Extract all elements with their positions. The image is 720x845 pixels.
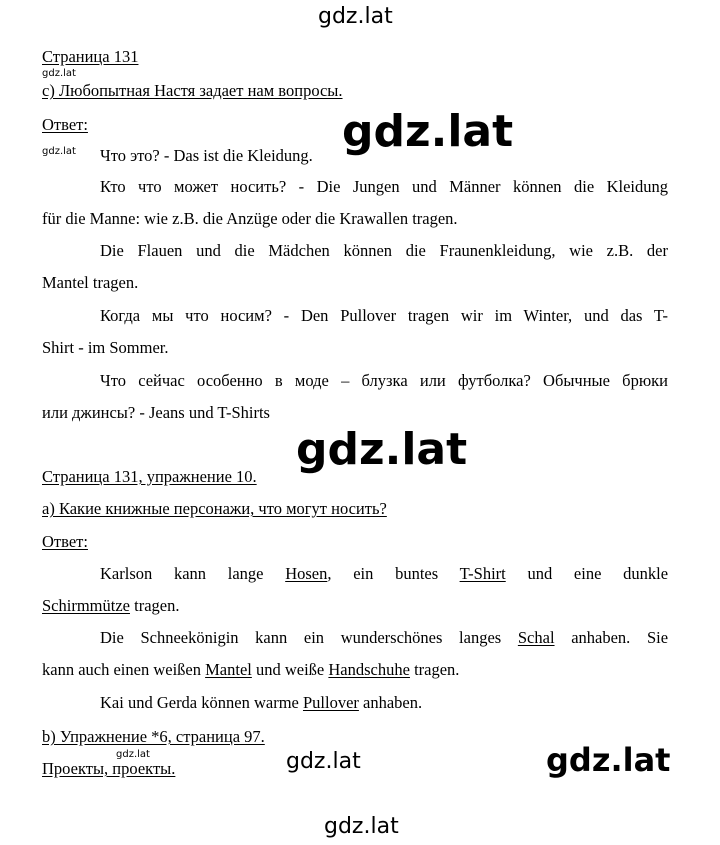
schneekoenigin-line-2: kann auch einen weißen Mantel und weiße Handschuhe tragen. xyxy=(42,660,460,679)
watermark-bottom: gdz.lat xyxy=(324,814,399,839)
section-heading: Страница 131, упражнение 10. xyxy=(42,467,257,486)
paragraph-5-line-2: или джинсы? - Jeans und T-Shirts xyxy=(42,403,270,422)
answer-label: Ответ: xyxy=(42,532,88,551)
answer-label: Ответ: xyxy=(42,115,88,134)
karlson-line-2: Schirmmütze tragen. xyxy=(42,596,180,615)
karlson-line-1: Karlson kann lange Hosen, ein buntes T-Shirt und eine dunkle xyxy=(100,564,669,583)
task-b: b) Упражнение *6, страница 97. xyxy=(42,727,265,746)
word-tshirt: T-Shirt xyxy=(459,564,506,583)
projects-heading: Проекты, проекты. xyxy=(42,759,176,778)
paragraph-4-line-2: Shirt - im Sommer. xyxy=(42,338,169,357)
page-heading: Страница 131 xyxy=(42,47,139,66)
word-mantel: Mantel xyxy=(205,660,252,679)
kai-gerda-line: Kai und Gerda können warme Pullover anhaben. xyxy=(100,693,423,712)
paragraph-5-line-1: Что сейчас особенно в моде – блузка или футболка? Обычные брюки xyxy=(100,371,668,390)
paragraph-4-line-1: Когда мы что носим? - Den Pullover tragen wir im Winter, und das T- xyxy=(100,306,668,325)
word-hosen: Hosen xyxy=(285,564,328,583)
schneekoenigin-line-1: Die Schneekönigin kann ein wunderschönes langes Schal anhaben. Sie xyxy=(100,628,669,647)
task-c: с) Любопытная Настя задает нам вопросы. xyxy=(42,81,343,100)
word-schal: Schal xyxy=(517,628,555,647)
watermark-bottom-mid: gdz.lat xyxy=(286,749,361,774)
paragraph-3-line-1: Die Flauen und die Mädchen können die Fraunenkleidung, wie z.B. der xyxy=(100,241,668,260)
word-handschuhe: Handschuhe xyxy=(328,660,410,679)
watermark-top: gdz.lat xyxy=(318,4,393,29)
paragraph-3-line-2: Mantel tragen. xyxy=(42,273,139,292)
paragraph-2-line-1: Кто что может носить? - Die Jungen und Männer können die Kleidung xyxy=(100,177,668,196)
watermark-tiny: gdz.lat xyxy=(42,68,76,79)
watermark-tiny: gdz.lat xyxy=(42,146,76,157)
watermark-tiny: gdz.lat xyxy=(116,749,150,760)
watermark-bottom-right: gdz.lat xyxy=(546,741,671,779)
word-pullover: Pullover xyxy=(302,693,359,712)
paragraph-2-line-2: für die Manne: wie z.B. die Anzüge oder die Krawallen tragen. xyxy=(42,209,458,228)
word-schirmmuetze: Schirmmütze xyxy=(42,596,130,615)
watermark-big: gdz.lat xyxy=(296,424,468,475)
task-a: а) Какие книжные персонажи, что могут носить? xyxy=(42,499,387,518)
paragraph-1: Что это? - Das ist die Kleidung. xyxy=(100,146,313,165)
watermark-big: gdz.lat xyxy=(342,106,514,157)
